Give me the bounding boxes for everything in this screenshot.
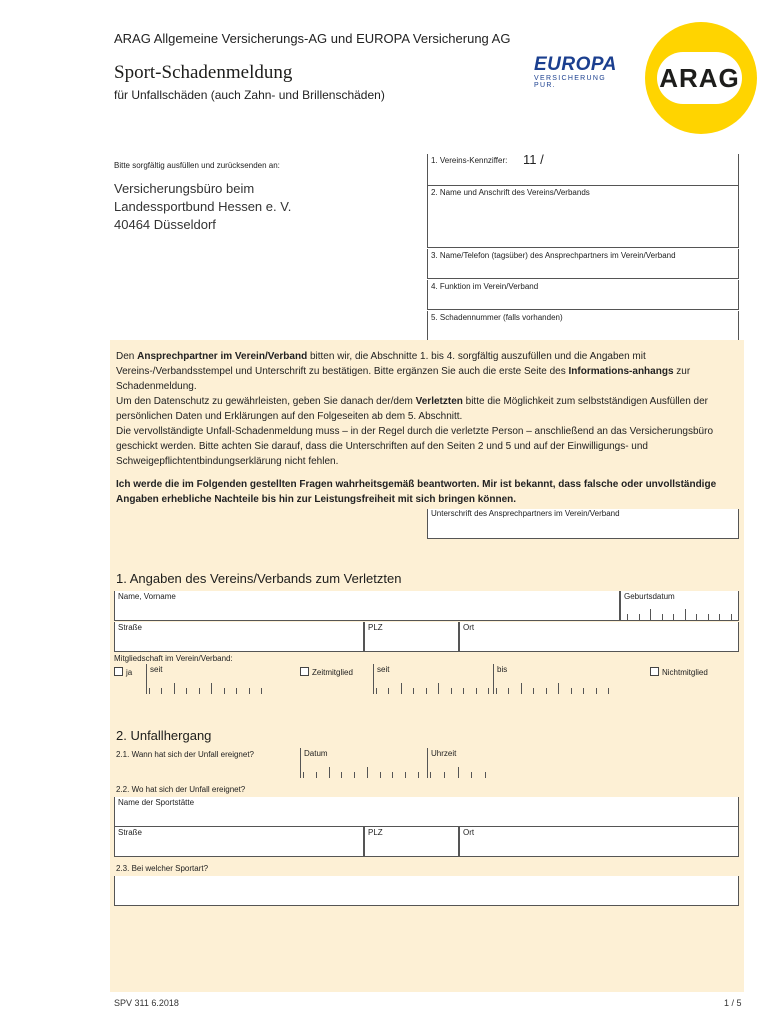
claim-number-label: 5. Schadennummer (falls vorhanden) xyxy=(431,313,563,322)
europa-logo-word: EUROPA xyxy=(534,54,617,75)
arag-logo-inner xyxy=(657,52,742,104)
instructions-text xyxy=(116,349,736,469)
name-field[interactable] xyxy=(114,591,620,621)
europa-logo-tagline: VERSICHERUNG PUR. xyxy=(534,75,606,89)
accident-time-field[interactable] xyxy=(427,748,492,778)
non-member-label: Nichtmitglied xyxy=(662,668,708,677)
venue-postal-code-field[interactable] xyxy=(364,827,459,857)
accident-when-question: 2.1. Wann hat sich der Unfall ereignet? xyxy=(116,750,255,759)
venue-street-label: Straße xyxy=(118,828,143,837)
section-2-heading: 2. Unfallhergang xyxy=(116,728,212,743)
arag-logo xyxy=(645,22,757,134)
address-line-2: Landessportbund Hessen e. V. xyxy=(114,199,292,214)
membership-yes-checkbox[interactable] xyxy=(114,667,123,676)
membership-label: Mitgliedschaft im Verein/Verband: xyxy=(114,654,233,663)
function-field[interactable] xyxy=(427,280,739,310)
membership-yes-label: ja xyxy=(126,668,133,677)
club-name-address-field[interactable] xyxy=(427,186,739,248)
temporary-since-ticks xyxy=(376,688,489,694)
birthdate-field[interactable] xyxy=(620,591,739,621)
declaration-text: Ich werde die im Folgenden gestellten Fragen wahrheitsgemäß beantworten. Mir ist bekannt, dass falsche oder unvollständige Angaben erhebliche Nachteile bis hin zur Leistungsfreiheit mit sich bringen können. xyxy=(116,479,717,505)
club-name-address-label: 2. Name und Anschrift des Vereins/Verbands xyxy=(431,188,590,197)
contact-person-field[interactable] xyxy=(427,249,739,279)
accident-date-label: Datum xyxy=(304,749,328,758)
venue-name-field[interactable] xyxy=(114,797,739,827)
venue-street-field[interactable] xyxy=(114,827,364,857)
temporary-until-ticks xyxy=(496,688,609,694)
sport-type-question: 2.3. Bei welcher Sportart? xyxy=(116,864,209,873)
club-id-label: 1. Vereins-Kennziffer: xyxy=(431,156,508,165)
venue-name-label: Name der Sportstätte xyxy=(118,798,195,807)
page-number: 1 / 5 xyxy=(724,998,742,1008)
form-code: SPV 311 6.2018 xyxy=(114,998,179,1008)
street-label: Straße xyxy=(118,623,143,632)
instructions-paragraph-3: Die vervollständigte Unfall-Schadenmeldung muss – in der Regel durch die verletzte Person – anschließend an das Versicherungsbüro geschickt werden. Bitte achten Sie darauf, dass die Unterschriften auf den Seiten 2 und 5 und auf der Einwilligungs- und Schweigepflichtentbindungserklärung nicht fehlen. xyxy=(116,426,714,467)
temporary-until-field[interactable] xyxy=(493,664,613,694)
accident-where-question: 2.2. Wo hat sich der Unfall ereignet? xyxy=(116,785,246,794)
member-since-label: seit xyxy=(150,665,163,674)
section-1-heading: 1. Angaben des Vereins/Verbands zum Verletzten xyxy=(116,571,402,586)
address-line-3: 40464 Düsseldorf xyxy=(114,217,216,232)
venue-postal-code-label: PLZ xyxy=(368,828,383,837)
temporary-member-option[interactable] xyxy=(300,667,353,677)
city-label: Ort xyxy=(463,623,475,632)
temporary-member-label: Zeitmitglied xyxy=(312,668,353,677)
send-to-label: Bitte sorgfältig ausfüllen und zurücksenden an: xyxy=(114,161,280,170)
contact-person-label: 3. Name/Telefon (tagsüber) des Ansprechpartners im Verein/Verband xyxy=(431,251,676,260)
recipient-address xyxy=(114,180,291,234)
claim-number-field[interactable] xyxy=(427,311,739,341)
temporary-member-checkbox[interactable] xyxy=(300,667,309,676)
form-title: Sport-Schadenmeldung xyxy=(114,62,293,83)
contact-signature-field[interactable] xyxy=(427,509,739,539)
temporary-until-label: bis xyxy=(497,665,508,674)
name-label: Name, Vorname xyxy=(118,592,176,601)
membership-yes-option[interactable] xyxy=(114,667,132,677)
instructions-paragraph-2: Um den Datenschutz zu gewährleisten, geben Sie danach der/dem Verletzten bitte die Möglichkeit zum selbstständigen Ausfüllen der persönlichen Daten und Erklärungen auf den Folgeseiten ab dem 5. Abschnitt. xyxy=(116,396,709,422)
europa-logo xyxy=(534,54,630,89)
function-label: 4. Funktion im Verein/Verband xyxy=(431,282,539,291)
contact-signature-label: Unterschrift des Ansprechpartners im Verein/Verband xyxy=(431,509,620,518)
temporary-since-field[interactable] xyxy=(373,664,493,694)
form-subtitle: für Unfallschäden (auch Zahn- und Brillenschäden) xyxy=(114,88,385,102)
address-line-1: Versicherungsbüro beim xyxy=(114,181,255,196)
instructions-paragraph-1: Den Ansprechpartner im Verein/Verband bitten wir, die Abschnitte 1. bis 4. sorgfältig auszufüllen und die Angaben mit Vereins-/Verbandsstempel und Unterschrift zu bestätigen. Bitte ergänzen Sie auch die erste Seite des Informations-anhangs zur Schadenmeldung. xyxy=(116,351,691,392)
member-since-field[interactable] xyxy=(146,664,266,694)
sport-type-field[interactable] xyxy=(114,876,739,906)
company-name: ARAG Allgemeine Versicherungs-AG und EUROPA Versicherung AG xyxy=(114,31,511,46)
accident-time-ticks xyxy=(430,772,486,778)
birthdate-ticks xyxy=(627,614,732,620)
arag-logo-text: ARAG xyxy=(659,62,740,93)
street-field[interactable] xyxy=(114,622,364,652)
club-id-field[interactable] xyxy=(427,154,739,186)
accident-date-ticks xyxy=(303,772,419,778)
postal-code-label: PLZ xyxy=(368,623,383,632)
venue-city-field[interactable] xyxy=(459,827,739,857)
birthdate-label: Geburtsdatum xyxy=(624,592,675,601)
club-id-value: 11 / xyxy=(523,152,544,167)
postal-code-field[interactable] xyxy=(364,622,459,652)
venue-city-label: Ort xyxy=(463,828,475,837)
non-member-checkbox[interactable] xyxy=(650,667,659,676)
non-member-option[interactable] xyxy=(650,667,708,677)
accident-time-label: Uhrzeit xyxy=(431,749,457,758)
member-since-ticks xyxy=(149,688,262,694)
temporary-since-label: seit xyxy=(377,665,390,674)
city-field[interactable] xyxy=(459,622,739,652)
accident-date-field[interactable] xyxy=(300,748,425,778)
